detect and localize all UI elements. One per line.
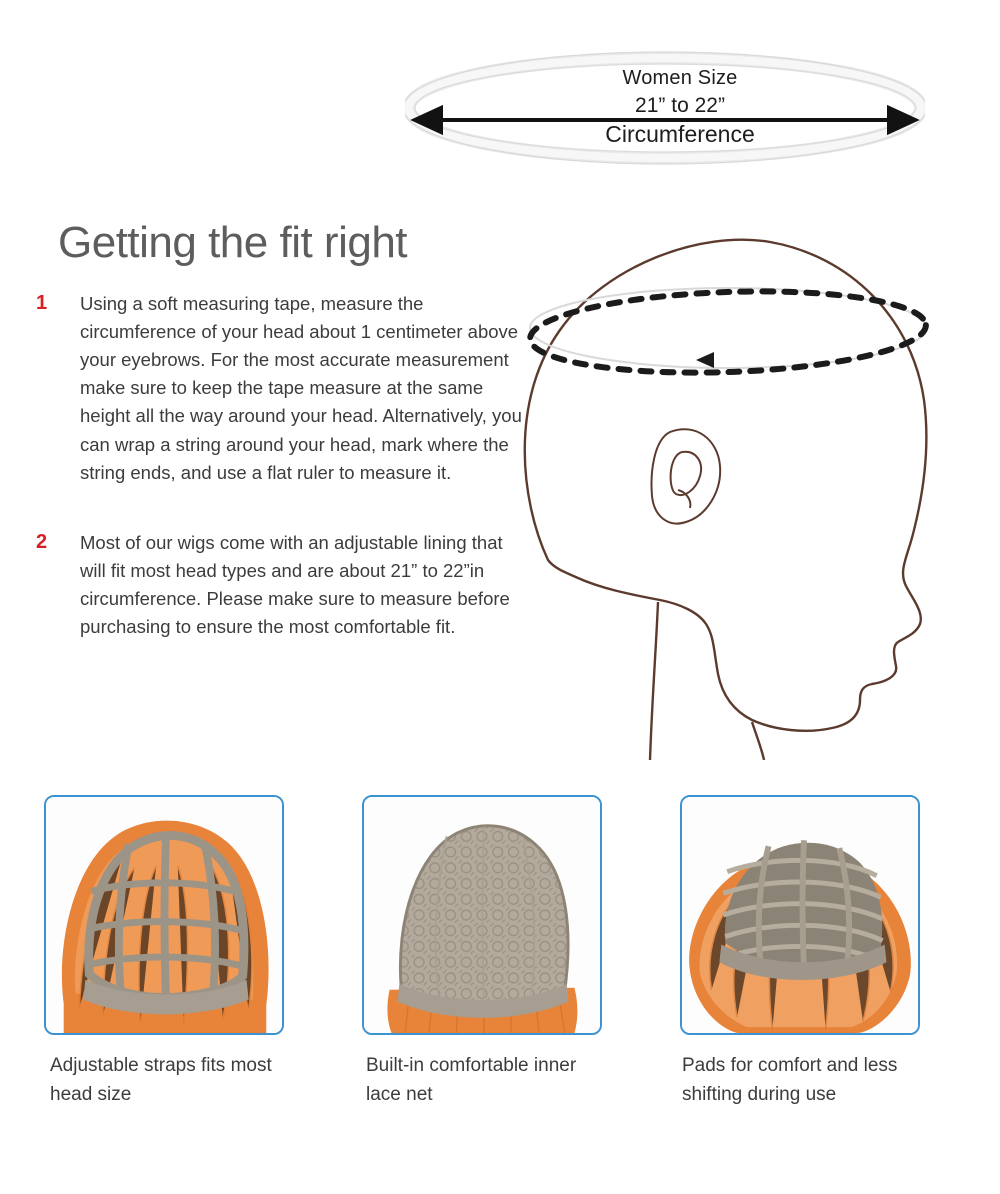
fit-step-1-number: 1 [36, 292, 48, 314]
fit-step-1-text: Using a soft measuring tape, measure the circumference of your head about 1 centimeter above your eyebrows. For the most accurate measurement make sure to keep the tape measure at the same height all the way around your head. Alternatively, you can wrap a string around your head, mark where the string ends, and use a flat ruler to measure it. [80, 293, 522, 483]
head-circumference-band [0, 0, 1000, 200]
feature-card-1-caption: Adjustable straps fits most head size [50, 1055, 272, 1106]
band-size-label: Women Size [622, 67, 738, 89]
wig-cap-straps-photo [44, 795, 284, 1035]
fit-step-2 [36, 529, 530, 641]
wig-cap-lace-illustration [364, 797, 600, 1033]
getting-fit-section [0, 218, 540, 667]
wig-cap-straps-illustration [46, 797, 282, 1033]
feature-card-3 [680, 795, 920, 1110]
fit-step-2-text: Most of our wigs come with an adjustable lining that will fit most head types and are about 21” to 22”in circumference. Please make sure to measure before purchasing to ensure the most comfortable fit. [80, 531, 510, 638]
wig-cap-pads-photo [680, 795, 920, 1035]
feature-card-2 [362, 795, 602, 1110]
feature-card-1 [44, 795, 284, 1110]
wig-cap-pads-illustration [682, 797, 918, 1033]
fit-step-1 [36, 290, 530, 487]
feature-cards [0, 795, 1000, 1110]
band-text-group [500, 66, 860, 149]
band-circumference-label: Circumference [605, 121, 755, 148]
head-profile-illustration [500, 200, 1000, 760]
feature-card-3-caption: Pads for comfort and less shifting during use [682, 1055, 898, 1106]
feature-card-2-caption: Built-in comfortable inner lace net [366, 1055, 577, 1106]
band-size-range: 21” to 22” [635, 94, 725, 117]
wig-cap-lace-photo [362, 795, 602, 1035]
fit-step-2-number: 2 [36, 530, 48, 553]
page-title: Getting the fit right [58, 218, 408, 267]
